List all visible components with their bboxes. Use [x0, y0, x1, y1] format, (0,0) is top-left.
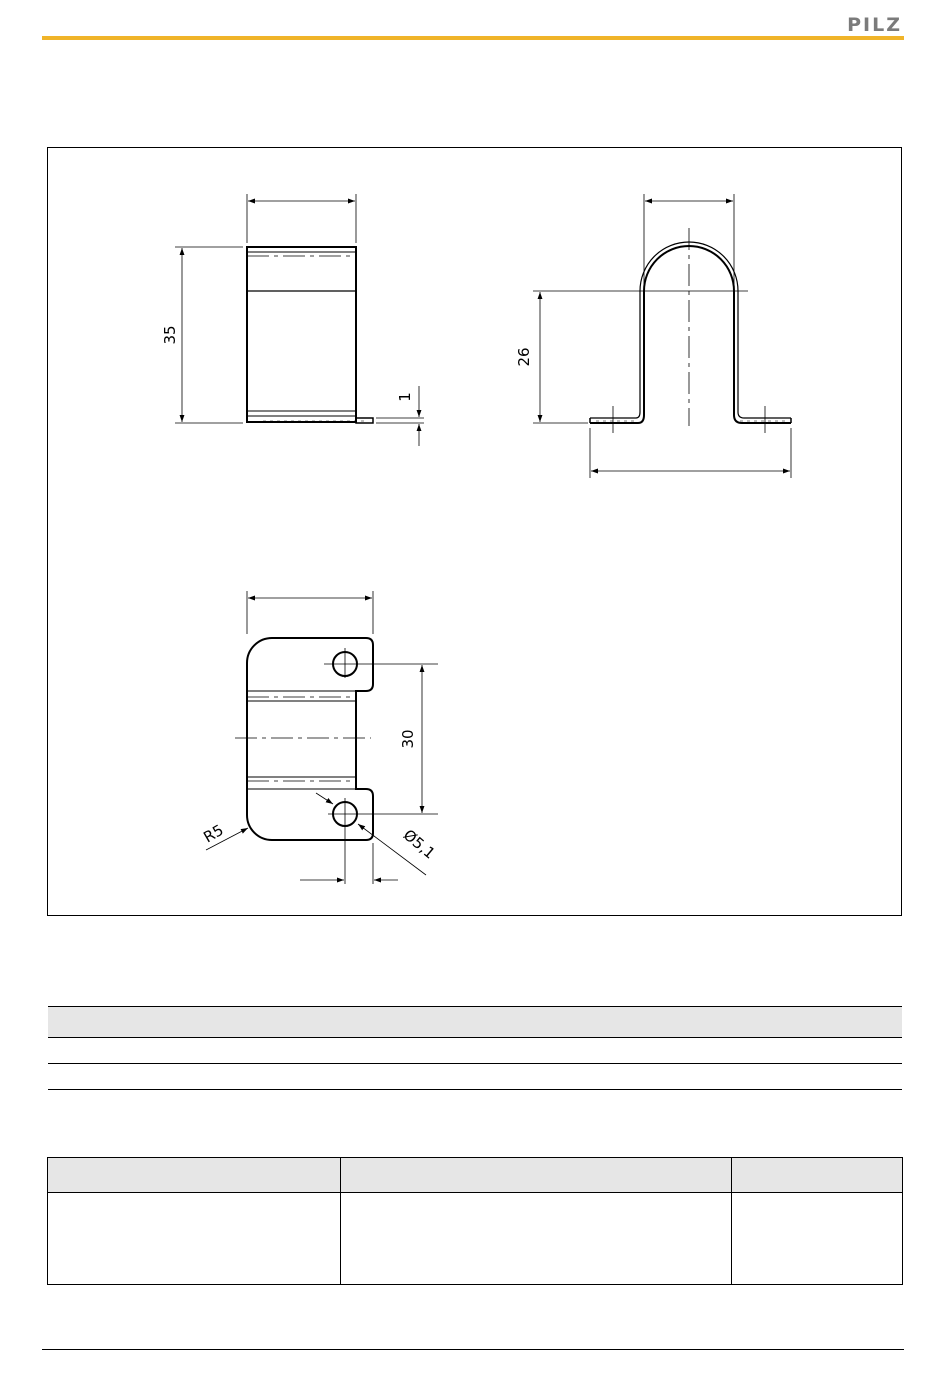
- front-view: [175, 194, 424, 446]
- header-accent-rule: [42, 36, 904, 40]
- table-1-header: [48, 1006, 902, 1038]
- dim-side-height: 26: [515, 347, 533, 367]
- table-1: [48, 1006, 902, 1090]
- dim-top-radius: R5: [200, 820, 227, 847]
- table-2-header: [48, 1158, 902, 1193]
- dim-front-thickness: 1: [396, 392, 414, 402]
- table-1-row: [48, 1038, 902, 1064]
- side-view: [533, 194, 791, 478]
- table-2-column-divider: [340, 1158, 341, 1284]
- table-2: [47, 1157, 903, 1285]
- table-1-row: [48, 1064, 902, 1090]
- footer-rule: [42, 1349, 904, 1350]
- dimension-drawing: [47, 147, 902, 916]
- dim-top-hole-diameter: Ø5,1: [399, 825, 439, 863]
- dim-front-height: 35: [161, 325, 179, 345]
- pilz-logo: PILZ: [847, 14, 902, 36]
- table-2-column-divider: [731, 1158, 732, 1284]
- dim-top-spacing: 30: [399, 729, 417, 749]
